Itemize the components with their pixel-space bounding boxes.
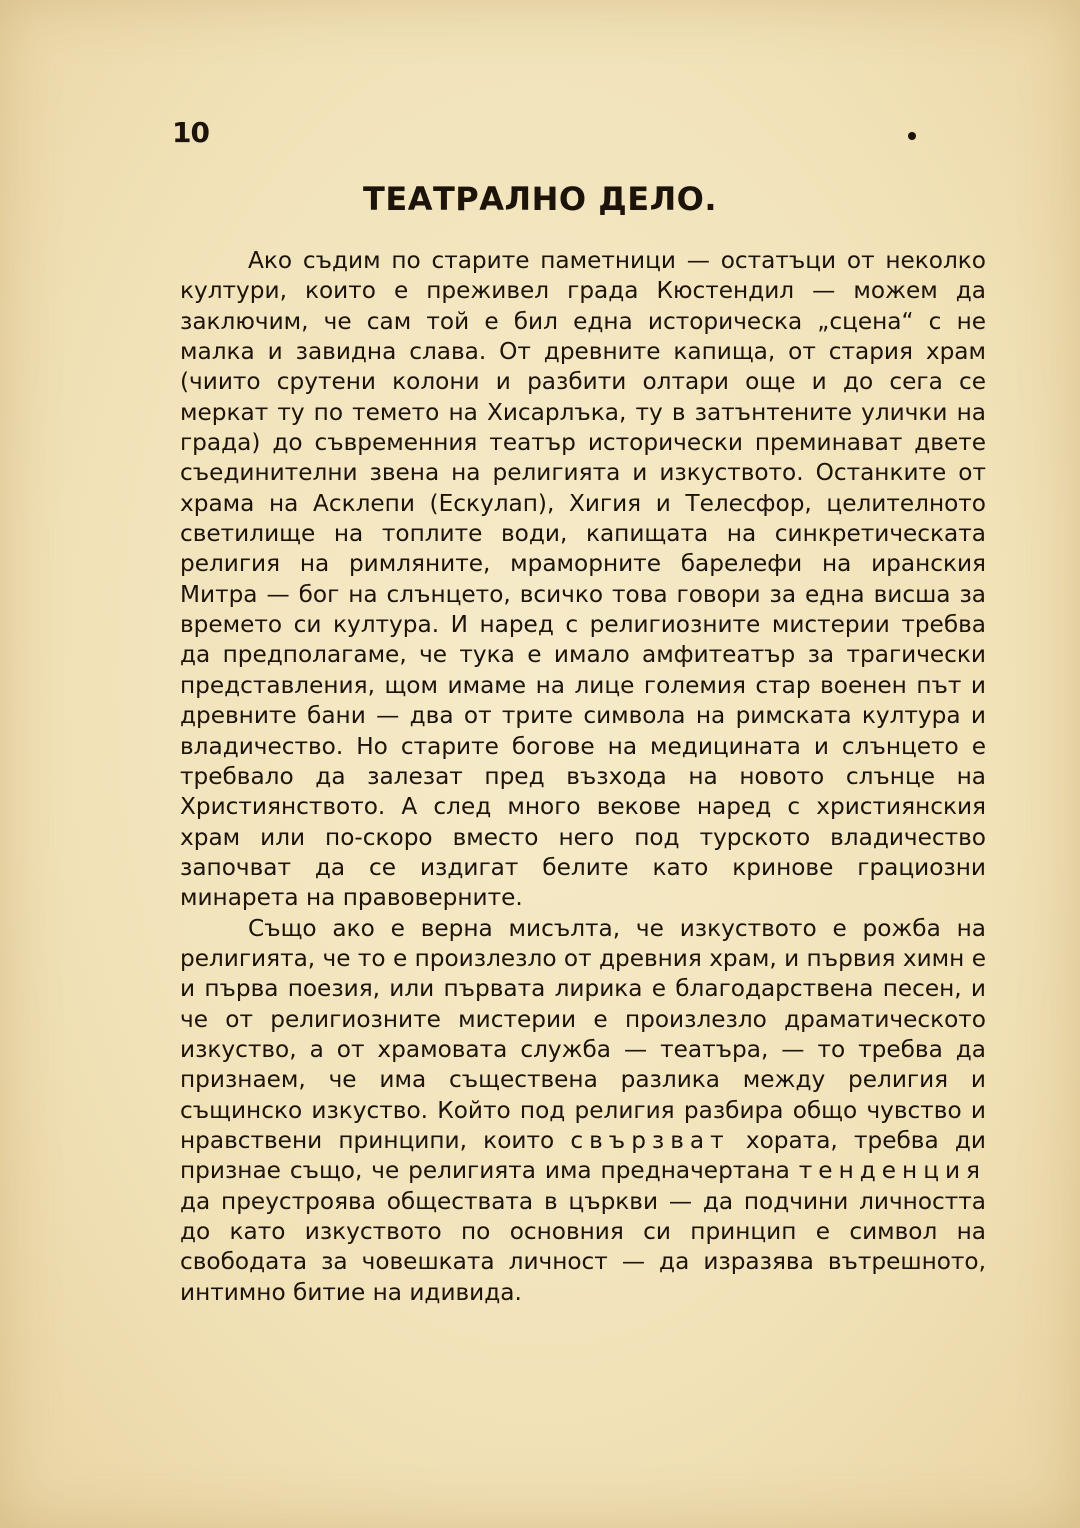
body-text bbox=[180, 246, 986, 1308]
page-number: 10 bbox=[172, 116, 209, 149]
section-title: ТЕАТРАЛНО ДЕЛО. bbox=[363, 180, 717, 218]
paragraph-1: Ако съдим по старите паметници — остатъци от неколко култури, които е преживел града Кюстендил — можем да заключим, че сам той е бил една историческа „сцена“ с не малка и завидна слава. От древните капища, от стария храм (чиито срутени колони и разбити олтари още и до сега се меркат ту по темето на Хисарлъка, ту в затънтените улички на града) до съвременния театър исторически преминават двете съединителни звена на религията и изкуството. Останките от храма на Асклепи (Ескулап), Хигия и Телесфор, целителното светилище на топлите води, капищата на синкретическата религия на римляните, мраморните барелефи на иранския Митра — бог на слънцето, всичко това говори за една висша за времето си култура. И наред с религиозните мистерии требва да предполагаме, че тука е имало амфитеатър за трагически представления, щом имаме на лице големия стар военен път и древните бани — два от трите символа на римската култура и владичество. Но старите богове на медицината и слънцето е требвало да залезат пред възхода на новото слънце на Християнството. А след много векове наред с християнския храм или по-скоро вместо него под турското владичество започват да се издигат белите като кринове грациозни минарета на правоверните. bbox=[180, 247, 986, 912]
paragraph-2-part-3: да преустроява обществата в църкви — да подчини личността до като изкуството по основния си принцип е символ на свободата за човешката личност — да изразява вътрешното, интимно битие на идивида. bbox=[180, 1187, 986, 1306]
paragraph-2 bbox=[180, 914, 986, 1308]
spaced-word-svarzvat: свързват bbox=[570, 1126, 730, 1154]
ink-dot-mark bbox=[908, 132, 916, 140]
paragraph-2-part-2: хората, требва ди признае също, че религията има предначертана bbox=[180, 1126, 987, 1185]
paragraph-2-part-1: Също ако е верна мисълта, че изкуството е рожба на религията, че то е произлезло от древния храм, и първия химн е и първа поезия, или първата лирика е благодарствена песен, и че от религиозните мистерии е произлезло драматическото изкуство, а от храмовата служба — театъра, — то требва да признаем, че има съществена разлика между религия и същинско изкуство. Който под религия разбира общо чувство и нравствени принципи, които bbox=[180, 914, 986, 1154]
spaced-word-tendentsiya: тенденция bbox=[798, 1157, 986, 1185]
